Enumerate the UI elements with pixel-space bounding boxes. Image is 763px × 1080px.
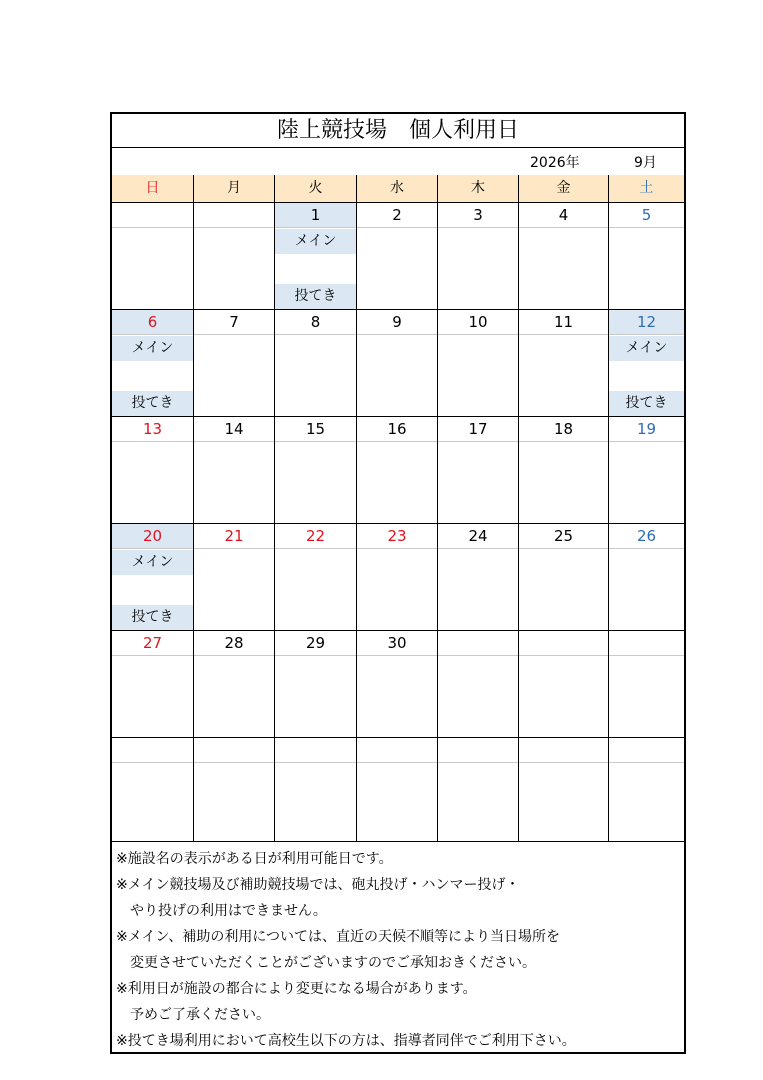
day-number: 3 [438, 203, 518, 228]
day-number: 21 [194, 524, 274, 549]
month-label: 9月 [634, 155, 657, 171]
week-row [112, 310, 684, 417]
day-number: 13 [112, 417, 193, 442]
day-number [609, 738, 684, 763]
day-number: 18 [519, 417, 608, 442]
throwing-field-tag: 投てき [112, 391, 193, 416]
day-cell [609, 738, 684, 841]
day-cell [519, 631, 609, 737]
day-cell [519, 738, 609, 841]
day-number: 12 [609, 310, 684, 335]
week-row [112, 631, 684, 738]
note-line: ※投てき場利用において高校生以下の方は、指導者同伴でご利用下さい。 [116, 1033, 576, 1049]
throwing-field-tag: 投てき [112, 605, 193, 630]
day-cell [519, 310, 609, 416]
day-number: 7 [194, 310, 274, 335]
day-number: 27 [112, 631, 193, 656]
day-number: 1 [275, 203, 356, 228]
note-line: 予めご了承ください。 [130, 1007, 270, 1023]
notes-section [112, 841, 684, 1052]
weekday-wed: 水 [357, 175, 438, 203]
day-number: 28 [194, 631, 274, 656]
day-cell [112, 524, 194, 630]
day-cell [519, 203, 609, 309]
day-cell [438, 203, 519, 309]
day-number: 15 [275, 417, 356, 442]
day-cell [438, 310, 519, 416]
day-number: 5 [609, 203, 684, 228]
main-stadium-tag: メイン [112, 550, 193, 575]
day-number: 11 [519, 310, 608, 335]
day-cell [112, 631, 194, 737]
day-cell [438, 738, 519, 841]
day-number [438, 631, 518, 656]
day-number: 26 [609, 524, 684, 549]
note-line: ※メイン、補助の利用については、直近の天候不順等により当日場所を [116, 929, 561, 945]
day-number: 6 [112, 310, 193, 335]
day-cell [112, 417, 194, 523]
weekday-mon: 月 [194, 175, 275, 203]
day-cell [609, 417, 684, 523]
day-cell [194, 310, 275, 416]
day-cell [438, 417, 519, 523]
day-number [275, 738, 356, 763]
day-cell [194, 738, 275, 841]
day-number [194, 738, 274, 763]
day-cell [275, 738, 357, 841]
day-cell [519, 417, 609, 523]
weekday-thu: 木 [438, 175, 519, 203]
day-cell [194, 417, 275, 523]
day-cell [275, 310, 357, 416]
year-month-row [112, 147, 684, 176]
day-cell [112, 310, 194, 416]
day-number: 8 [275, 310, 356, 335]
week-row [112, 524, 684, 631]
main-stadium-tag: メイン [275, 229, 356, 254]
day-cell [519, 524, 609, 630]
weekday-fri: 金 [519, 175, 609, 203]
weekday-tue: 火 [275, 175, 357, 203]
day-number: 16 [357, 417, 437, 442]
day-cell [357, 631, 438, 737]
day-number: 24 [438, 524, 518, 549]
day-cell [438, 631, 519, 737]
day-number: 4 [519, 203, 608, 228]
day-cell [275, 524, 357, 630]
main-stadium-tag: メイン [609, 336, 684, 361]
day-cell [609, 631, 684, 737]
day-cell [357, 738, 438, 841]
day-cell [194, 631, 275, 737]
day-number [194, 203, 274, 228]
throwing-field-tag: 投てき [609, 391, 684, 416]
day-number: 14 [194, 417, 274, 442]
weekday-sat: 土 [609, 175, 684, 203]
day-cell [357, 417, 438, 523]
page-title: 陸上競技場 個人利用日 [112, 114, 684, 148]
day-number: 25 [519, 524, 608, 549]
day-number [112, 203, 193, 228]
day-number: 22 [275, 524, 356, 549]
note-line: ※メイン競技場及び補助競技場では、砲丸投げ・ハンマー投げ・ [116, 877, 520, 893]
day-cell [609, 203, 684, 309]
day-number [112, 738, 193, 763]
day-number: 9 [357, 310, 437, 335]
day-number [519, 631, 608, 656]
year-label: 2026年 [530, 155, 580, 171]
day-number: 23 [357, 524, 437, 549]
day-number [519, 738, 608, 763]
note-line: 変更させていただくことがございますのでご承知おきください。 [130, 955, 536, 971]
day-number [609, 631, 684, 656]
day-number [357, 738, 437, 763]
day-cell [275, 417, 357, 523]
day-cell [275, 203, 357, 309]
day-number: 19 [609, 417, 684, 442]
day-number: 30 [357, 631, 437, 656]
week-row [112, 203, 684, 310]
day-cell [112, 203, 194, 309]
main-stadium-tag: メイン [112, 336, 193, 361]
note-line: ※利用日が施設の都合により変更になる場合があります。 [116, 981, 477, 997]
day-cell [438, 524, 519, 630]
day-cell [357, 310, 438, 416]
day-cell [112, 738, 194, 841]
throwing-field-tag: 投てき [275, 284, 356, 309]
day-number: 10 [438, 310, 518, 335]
day-number [438, 738, 518, 763]
day-cell [357, 524, 438, 630]
note-line: やり投げの利用はできません。 [130, 903, 327, 919]
day-cell [275, 631, 357, 737]
day-cell [357, 203, 438, 309]
calendar-sheet [110, 112, 686, 1054]
day-number: 2 [357, 203, 437, 228]
week-row [112, 417, 684, 524]
day-number: 17 [438, 417, 518, 442]
note-line: ※施設名の表示がある日が利用可能日です。 [116, 851, 393, 867]
day-cell [609, 310, 684, 416]
day-cell [194, 203, 275, 309]
day-cell [194, 524, 275, 630]
day-number: 29 [275, 631, 356, 656]
week-row [112, 738, 684, 841]
day-number: 20 [112, 524, 193, 549]
weekday-sun: 日 [112, 175, 194, 203]
day-cell [609, 524, 684, 630]
